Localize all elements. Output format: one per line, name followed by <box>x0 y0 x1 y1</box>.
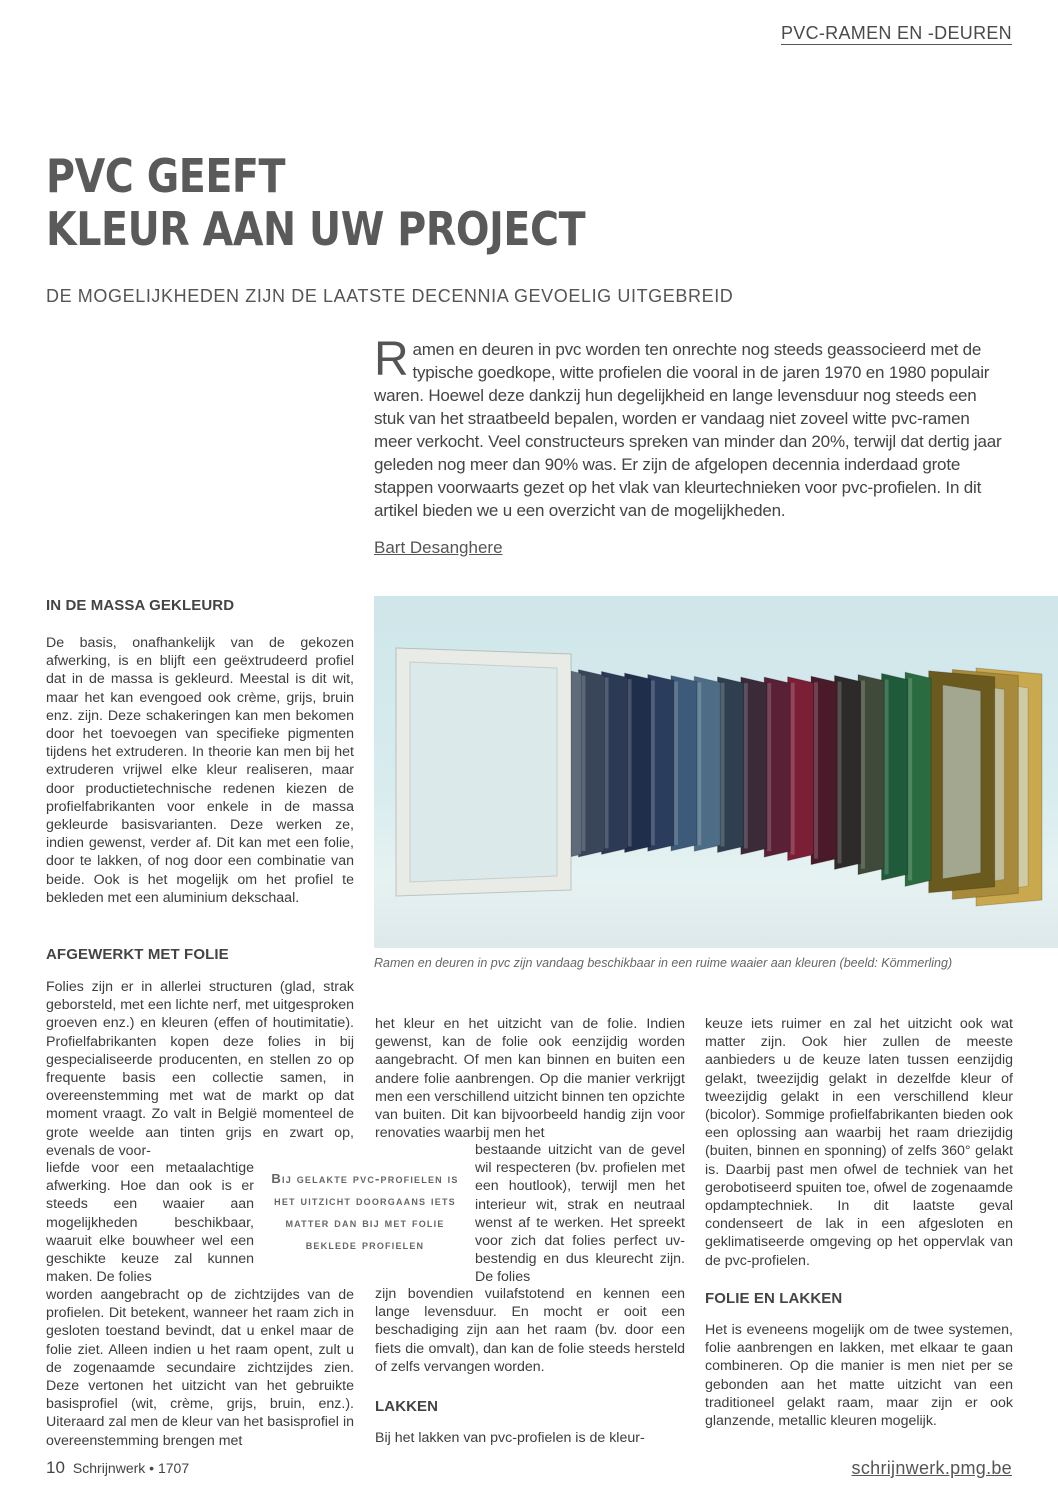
window-frame <box>882 673 908 880</box>
page-number: 10 <box>46 1458 65 1477</box>
window-frame <box>578 670 604 857</box>
text-massa: De basis, onafhankelijk van de gekozen afwerking, is en blijft een geëxtrudeerd profiel dat in de massa is gekleurd. Meestal is dit wit, maar het kan evengoed ook crème, grijs, bruin enz. zijn. Deze schakeringen kan men bekomen door het toevoegen van specifieke pigmenten tijdens het extruderen. In theorie kan men bij het extruderen vrijwel elke kleur realiseren, maar door productietechnische redenen kiezen de profielfabrikanten voor enkele in de massa gekleurde basisvarianten. Deze werken ze, indien gewenst, verder af. Dit kan met een folie, door te lakken, of nog door een combinatie van beide. Ook is het mogelijk om het profiel te bekleden met een aluminium dekschaal. <box>46 635 354 906</box>
article-subtitle: DE MOGELIJKHEDEN ZIJN DE LAATSTE DECENNIA GEVOELIG UITGEBREID <box>46 286 734 306</box>
window-frames-illustration <box>374 596 1058 948</box>
window-frame <box>718 677 744 853</box>
issue-label: Schrijnwerk • 1707 <box>72 1460 190 1476</box>
intro-paragraph <box>374 333 1004 522</box>
window-frame <box>741 677 767 854</box>
text-folie-a: Folies zijn er in allerlei structuren (glad, strak geborsteld, met een lichte nerf, met uitgesproken groeven enz.) en kleuren (effen of houtimitatie). Profielfabrikanten kopen deze folies in bij gespecialiseerde producenten, en stellen zo op frequente basis een collectie samen, in overeenstemming met wat de markt op dat moment vraagt. Zo valt in België momenteel de grote weelde aan tinten grijs en zwart op, evenals de voor- <box>46 979 354 1159</box>
text-mid-c: zijn bovendien vuilafstotend en kennen een lange levensduur. En mocht er ooit een beschadiging zijn aan het raam (bv. door een fiets die omvalt), dan kan de folie steeds hersteld of zelfs vervangen worden. <box>375 1286 685 1375</box>
window-frame <box>396 648 571 896</box>
window-frame <box>764 677 790 857</box>
window-frame <box>929 671 995 893</box>
window-frame <box>694 676 720 851</box>
heading-lakken: LAKKEN <box>375 1398 439 1415</box>
pull-quote: Bij gelakte pvc-profielen is het uitzicht doorgaans iets matter dan bij met folie beklede profielen <box>271 1171 459 1252</box>
website-link[interactable]: schrijnwerk.pmg.be <box>851 1458 1012 1478</box>
window-frames-photo <box>374 596 1058 948</box>
text-folie-lakken: Het is eveneens mogelijk om de twee systemen, folie aanbrengen en lakken, met elkaar te gaan combineren. Op die manier is men niet per se gebonden aan het matte uitzicht van een traditioneel gelakt raam, maar zijn er ook glanzende, metallic kleuren mogelijk. <box>705 1322 1013 1430</box>
window-frame <box>858 675 884 875</box>
text-mid-b: bestaande uitzicht van de gevel wil respecteren (bv. profielen met een houtlook), terwijl men het interieur wit, strak en neutraal wenst af te werken. Het spreekt voor zich dat folies perfect uv-bestendig en dus kleurecht zijn. De folies <box>475 1142 685 1286</box>
window-frame <box>625 673 651 852</box>
heading-folie: AFGEWERKT MET FOLIE <box>46 946 229 963</box>
text-folie-b: liefde voor een metaalachtige afwerking. Hoe dan ook is er steeds een waaier aan mogelijkheden beschikbaar, waaruit elke bouwheer wel een geschikte keuze zal kunnen maken. De folies <box>46 1160 254 1286</box>
drop-cap: R <box>374 333 409 386</box>
window-frame <box>905 672 931 886</box>
text-lakken: Bij het lakken van pvc-profielen is de kleur- <box>375 1430 645 1446</box>
window-frame <box>788 677 814 861</box>
text-right: keuze iets ruimer en zal het uitzicht ook wat matter zijn. Ook hier zullen de meeste aanbieders u de keuze laten tussen eenzijdig gelakt, tweezijdig gelakt in dezelfde kleur of tweezijdig gelakt in een verschillend kleur (bicolor). Sommige profielfabrikanten bieden ook een oplossing aan waarbij het raam driezijdig (buiten, binnen en sponning) of zelfs 360° gelakt is. Daarbij past men ofwel de techniek van het gerobotiseerd spuiten toe, ofwel de zogenaamde opdamptechniek. In dit laatste geval condenseert de lak in een afgesloten en geklimatiseerde omgeving op het oppervlak van de pvc-profielen. <box>705 1016 1013 1269</box>
photo-caption: Ramen en deuren in pvc zijn vandaag beschikbaar in een ruime waaier aan kleuren (beeld: Kömmerling) <box>374 956 953 970</box>
window-frame <box>602 671 628 854</box>
window-frame <box>834 676 860 870</box>
title-line-2: KLEUR AAN UW PROJECT <box>46 202 586 256</box>
author-link[interactable]: Bart Desanghere <box>374 538 503 557</box>
window-frame <box>648 674 674 851</box>
article-title <box>46 150 648 256</box>
window-frame <box>811 676 837 864</box>
section-label: PVC-RAMEN EN -DEUREN <box>780 23 1012 43</box>
footer-info <box>46 1458 189 1478</box>
title-line-1: PVC GEEFT <box>46 149 286 203</box>
text-folie-c: worden aangebracht op de zichtzijdes van de profielen. Dit betekent, wanneer het raam zich in gesloten toestand bevindt, dat u enkel maar de folie ziet. Alleen indien u het raam opent, zult u de zogenaamde secundaire zichtzijdes zien. Deze vertonen het uitzicht van het gebruikte basisprofiel (wit, crème, grijs, bruin, enz.). Uiteraard zal men de kleur van het basisprofiel in overeenstemming brengen met <box>46 1287 354 1449</box>
heading-massa: IN DE MASSA GEKLEURD <box>46 597 235 614</box>
intro-text: amen en deuren in pvc worden ten onrechte nog steeds geassocieerd met de typische goedkope, witte profielen die vooral in de jaren 1970 en 1980 populair waren. Hoewel deze dankzij hun degelijkheid en lange levensduur nog steeds een stuk van het straatbeeld bepalen, worden er vandaag niet zoveel witte pvc-ramen meer verkocht. Veel constructeurs spreken van minder dan 20%, terwijl dat dertig jaar geleden nog meer dan 90% was. Er zijn de afgelopen decennia inderdaad grote stappen voorwaarts gezet op het vlak van kleurtechnieken voor pvc-profielen. In dit artikel bieden we u een overzicht van de mogelijkheden. <box>374 340 1002 520</box>
heading-folie-lakken: FOLIE EN LAKKEN <box>705 1290 843 1307</box>
window-frame <box>671 676 697 851</box>
text-mid-a: het kleur en het uitzicht van de folie. Indien gewenst, kan de folie ook eenzijdig worden aangebracht. Of men kan binnen en buiten een andere folie aanbrengen. Op die manier verkrijgt men een verschillend uitzicht binnen ten opzichte van buiten. Dit kan bijvoorbeeld handig zijn voor renovaties waarbij men het <box>375 1016 685 1142</box>
